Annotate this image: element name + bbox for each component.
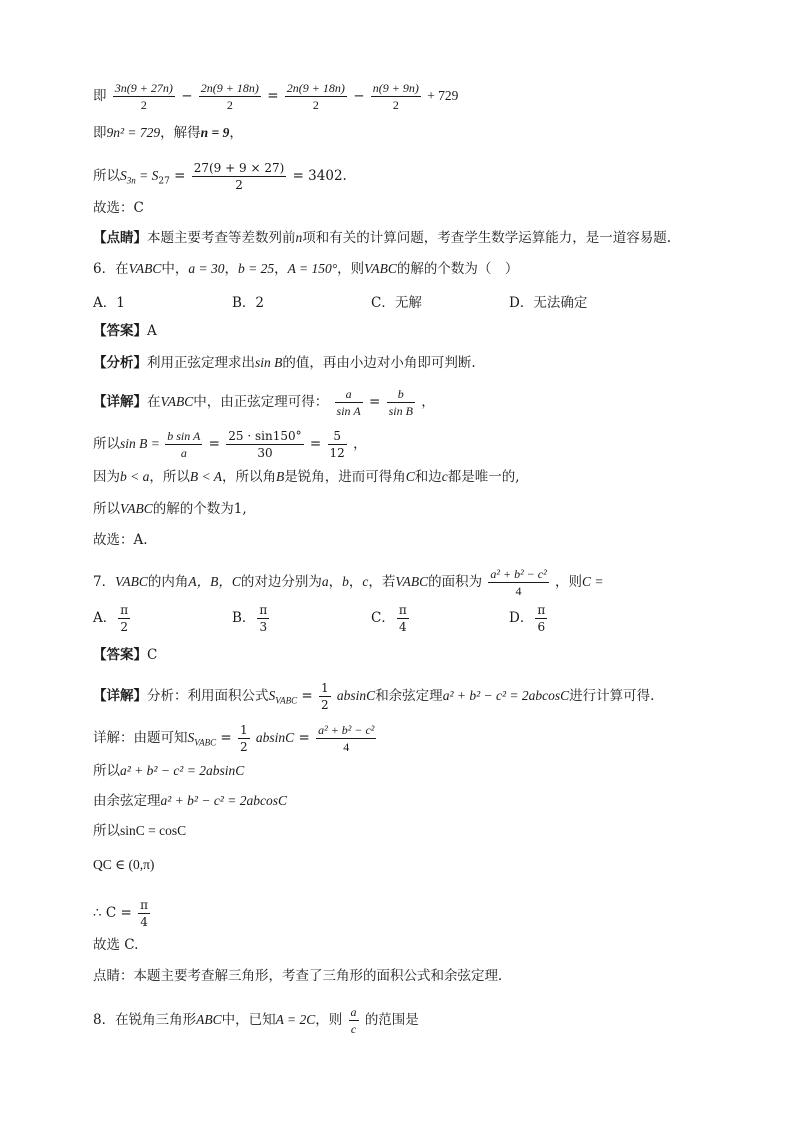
fraction: $\frac{\pi}{2}$: [120, 603, 129, 634]
option-a: A．1: [93, 295, 125, 311]
fraction: $\frac{2n(9 + 18n)}{2}$: [200, 81, 259, 112]
derivation-line: QC ∈ (0,π): [93, 857, 155, 872]
fraction: $\frac{\text{a² + b² − c²}}{4}$: [318, 723, 375, 754]
fraction: $\frac{\text{a² + b² − c²}}{4}$: [490, 567, 547, 598]
fraction: $\frac{\pi}{4}$: [398, 603, 407, 634]
fraction: $\frac{1}{2}$: [239, 723, 248, 754]
answer-choice-text: 故选：A.: [93, 532, 148, 548]
conclusion-line: 所以VABC的解的个数为1,: [93, 501, 247, 517]
detail-7: 【详解】分析：利用面积公式$S_{VABC}$ = $\frac{1}{2}$ absinC和余弦定理a² + b² − c² = 2abcosC进行计算可得.: [93, 681, 655, 712]
fraction: $\frac{\text{b sin A}}{a}$: [167, 429, 201, 460]
comment-paragraph: 【点睛】本题主要考查等差数列前n项和有关的计算问题，考查学生数学运算能力，是一道容易题.: [93, 230, 672, 246]
option-b: B．2: [232, 295, 265, 311]
detail-6: 【详解】在VABC中，由正弦定理可得： $\frac{a}{\text{sin A}}$ = $\frac{b}{\text{sin B}}$ ，: [93, 387, 435, 418]
fraction: $\frac{a}{\text{sin A}}$: [336, 387, 361, 418]
analysis-6: 【分析】利用正弦定理求出sin B的值，再由小边对小角即可判断.: [93, 355, 476, 371]
fraction: $\frac{1}{2}$: [320, 681, 329, 712]
option-c: C．无解: [371, 295, 422, 311]
fraction: $\frac{\pi}{6}$: [537, 603, 546, 634]
option-d: D．无法确定: [509, 295, 588, 311]
equation-line-sinb: 所以sin B = $\frac{\text{b sin A}}{a}$ = $\frac{25 \cdot \sin 150^\circ}{30}$ = $\frac{5}{12}$ ，: [93, 429, 367, 460]
fraction: $\frac{25 \cdot \sin 150^\circ}{30}$: [228, 429, 302, 460]
answer-choice-text: 故选 C.: [93, 937, 139, 953]
fraction: $\frac{b}{\text{sin B}}$: [388, 387, 413, 418]
question-8: 8．在锐角三角形ABC中，已知A = 2C，则 $\frac{a}{c}$ 的范围是: [93, 1005, 419, 1036]
derivation-line: 所以a² + b² − c² = 2absinC: [93, 763, 245, 779]
derivation-line: 所以sinC = cosC: [93, 823, 187, 839]
fraction: $\frac{27(9 + 9 \times 27)}{2}$: [193, 161, 285, 192]
option-b: B． $\frac{\pi}{3}$: [232, 603, 268, 634]
fraction: $\frac{\pi}{3}$: [259, 603, 268, 634]
comment-paragraph: 点睛：本题主要考查解三角形，考查了三角形的面积公式和余弦定理．: [93, 968, 512, 984]
answer-choice-text: 故选：C: [93, 200, 144, 216]
fraction: $\frac{3n(9 + 27n)}{2}$: [114, 81, 173, 112]
option-c: C． $\frac{\pi}{4}$: [371, 603, 407, 634]
fraction: $\frac{\pi}{4}$: [140, 898, 148, 929]
fraction: $\frac{n(9 + 9n)}{2}$: [372, 81, 419, 112]
answer-6: 【答案】A: [93, 323, 157, 339]
reasoning-line: 因为b < a，所以B < A，所以角B是锐角，进而可得角C和边c都是唯一的,: [93, 469, 520, 485]
equation-line-1: 即 $\frac{3n(9 + 27n)}{2}$ − $\frac{2n(9 + 18n)}{2}$ = $\frac{2n(9 + 18n)}{2}$ − $\frac{n(9 + 9n)}{2}$ + 729: [93, 81, 459, 112]
fraction: $\frac{5}{12}$: [329, 429, 345, 460]
detail-7-line: 详解：由题可知$S_{VABC}$ = $\frac{1}{2}$ absinC = $\frac{\text{a² + b² − c²}}{4}$: [93, 723, 375, 754]
derivation-line: 由余弦定理a² + b² − c² = 2abcosC: [93, 793, 287, 809]
fraction: $\frac{a}{c}$: [350, 1005, 357, 1036]
equation-line-3: 所以$S_{3n} = S_{27}$ = $\frac{27(9 + 9 \times 27)}{2}$ = 3402.: [93, 161, 347, 192]
answer-7: 【答案】C: [93, 647, 158, 663]
option-d: D． $\frac{\pi}{6}$: [509, 603, 546, 634]
equation-line-2: 即9n² = 729，解得n = 9，: [93, 125, 243, 141]
fraction: $\frac{2n(9 + 18n)}{2}$: [286, 81, 345, 112]
question-7: 7．VABC的内角A，B，C的对边分别为a，b，c，若VABC的面积为 $\frac{\text{a² + b² − c²}}{4}$ ，则C =: [93, 567, 604, 598]
option-a: A． $\frac{\pi}{2}$: [93, 603, 129, 634]
question-6: 6．在VABC中，a = 30，b = 25，A = 150°，则VABC的解的个数为（ ）: [93, 261, 519, 277]
derivation-line: ∴ C = $\frac{\pi}{4}$: [93, 898, 148, 929]
